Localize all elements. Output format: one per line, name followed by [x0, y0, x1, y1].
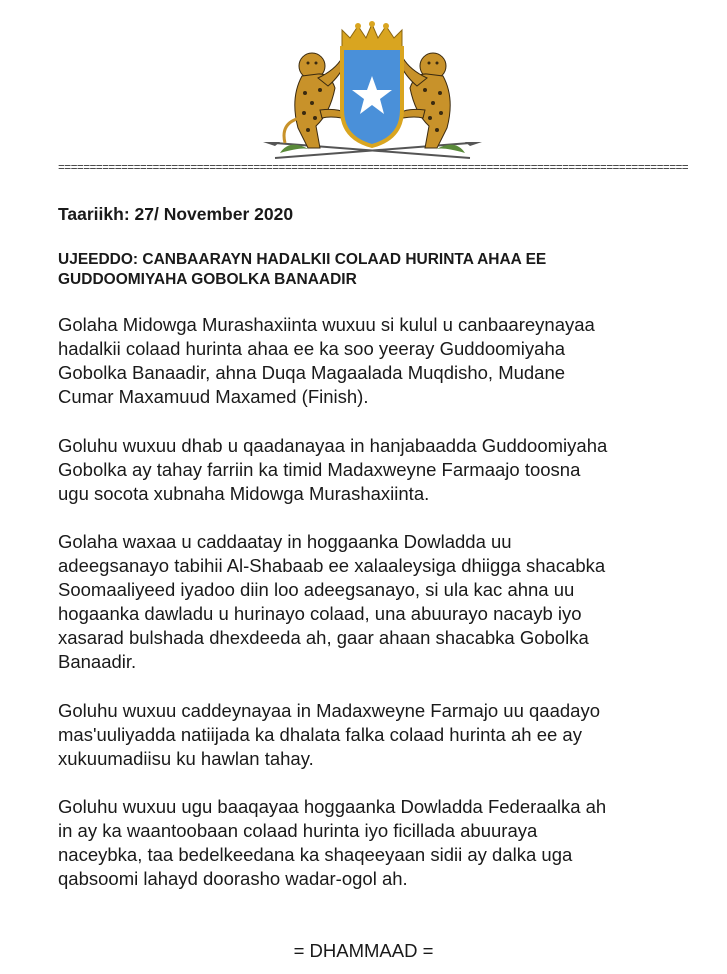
paragraph-line: Soomaaliyeed iyadoo diin loo adeegsanayo, si ula kac ahna uu	[58, 579, 575, 600]
paragraph-line: naceybka, taa bedelkeedana ka shaqeeyaan sidii ay dalka uga	[58, 844, 573, 865]
paragraph-line: Golaha Midowga Murashaxiinta wuxuu si kulul u canbaareynayaa	[58, 314, 595, 335]
paragraph-4	[58, 699, 698, 771]
paragraph-2	[58, 434, 698, 506]
paragraph-line: xasarad bulshada dhexdeeda ah, gaar ahaan shacabka Gobolka	[58, 627, 589, 648]
somalia-coat-of-arms-icon	[250, 18, 495, 166]
paragraph-line: adeegsanayo tabihii Al-Shabaab ee xalaaleysiga dhiigga shacabka	[58, 555, 606, 576]
paragraph-line: Goluhu wuxuu caddeynayaa in Madaxweyne Farmajo uu qaadayo	[58, 700, 600, 721]
paragraph-line: Cumar Maxamuud Maxamed (Finish).	[58, 386, 369, 407]
paragraph-line: Gobolka ay tahay farriin ka timid Madaxweyne Farmaajo toosna	[58, 459, 581, 480]
paragraph-line: xukuumadiisu ku hawlan tahay.	[58, 748, 314, 769]
closing-mark: = DHAMMAAD =	[293, 940, 434, 961]
paragraph-3	[58, 530, 698, 674]
paragraph-line: Gobolka Banaadir, ahna Duqa Magaalada Muqdisho, Mudane	[58, 362, 566, 383]
paragraph-1	[58, 313, 698, 409]
paragraph-line: Goluhu wuxuu ugu baaqayaa hoggaanka Dowladda Federaalka ah	[58, 796, 607, 817]
paragraph-line: hogaanka dawladu u hurinayo colaad, una abuurayo nacayb iyo	[58, 603, 582, 624]
paragraph-line: Golaha waxaa u caddaatay in hoggaanka Dowladda uu	[58, 531, 512, 552]
document-date: Taariikh: 27/ November 2020	[58, 204, 294, 224]
paragraph-line: hadalkii colaad hurinta ahaa ee ka soo yeeray Guddoomiyaha	[58, 338, 566, 359]
header-divider: ====================================================================================================	[58, 162, 688, 175]
paragraph-line: in ay ka waantoobaan colaad hurinta iyo ficillada abuuraya	[58, 820, 538, 841]
paragraph-line: ugu socota xubnaha Midowga Murashaxiinta.	[58, 483, 430, 504]
document-subject	[58, 250, 678, 290]
subject-line: GUDDOOMIYAHA GOBOLKA BANAADIR	[58, 271, 357, 288]
subject-line: UJEEDDO: CANBAARAYN HADALKII COLAAD HURINTA AHAA EE	[58, 251, 547, 268]
paragraph-line: Banaadir.	[58, 651, 137, 672]
paragraph-line: Goluhu wuxuu dhab u qaadanayaa in hanjabaadda Guddoomiyaha	[58, 435, 608, 456]
paragraph-5	[58, 795, 698, 891]
paragraph-line: qabsoomi lahayd doorasho wadar-ogol ah.	[58, 868, 408, 889]
paragraph-line: mas'uuliyadda natiijada ka dhalata falka colaad hurinta ah ee ay	[58, 724, 582, 745]
